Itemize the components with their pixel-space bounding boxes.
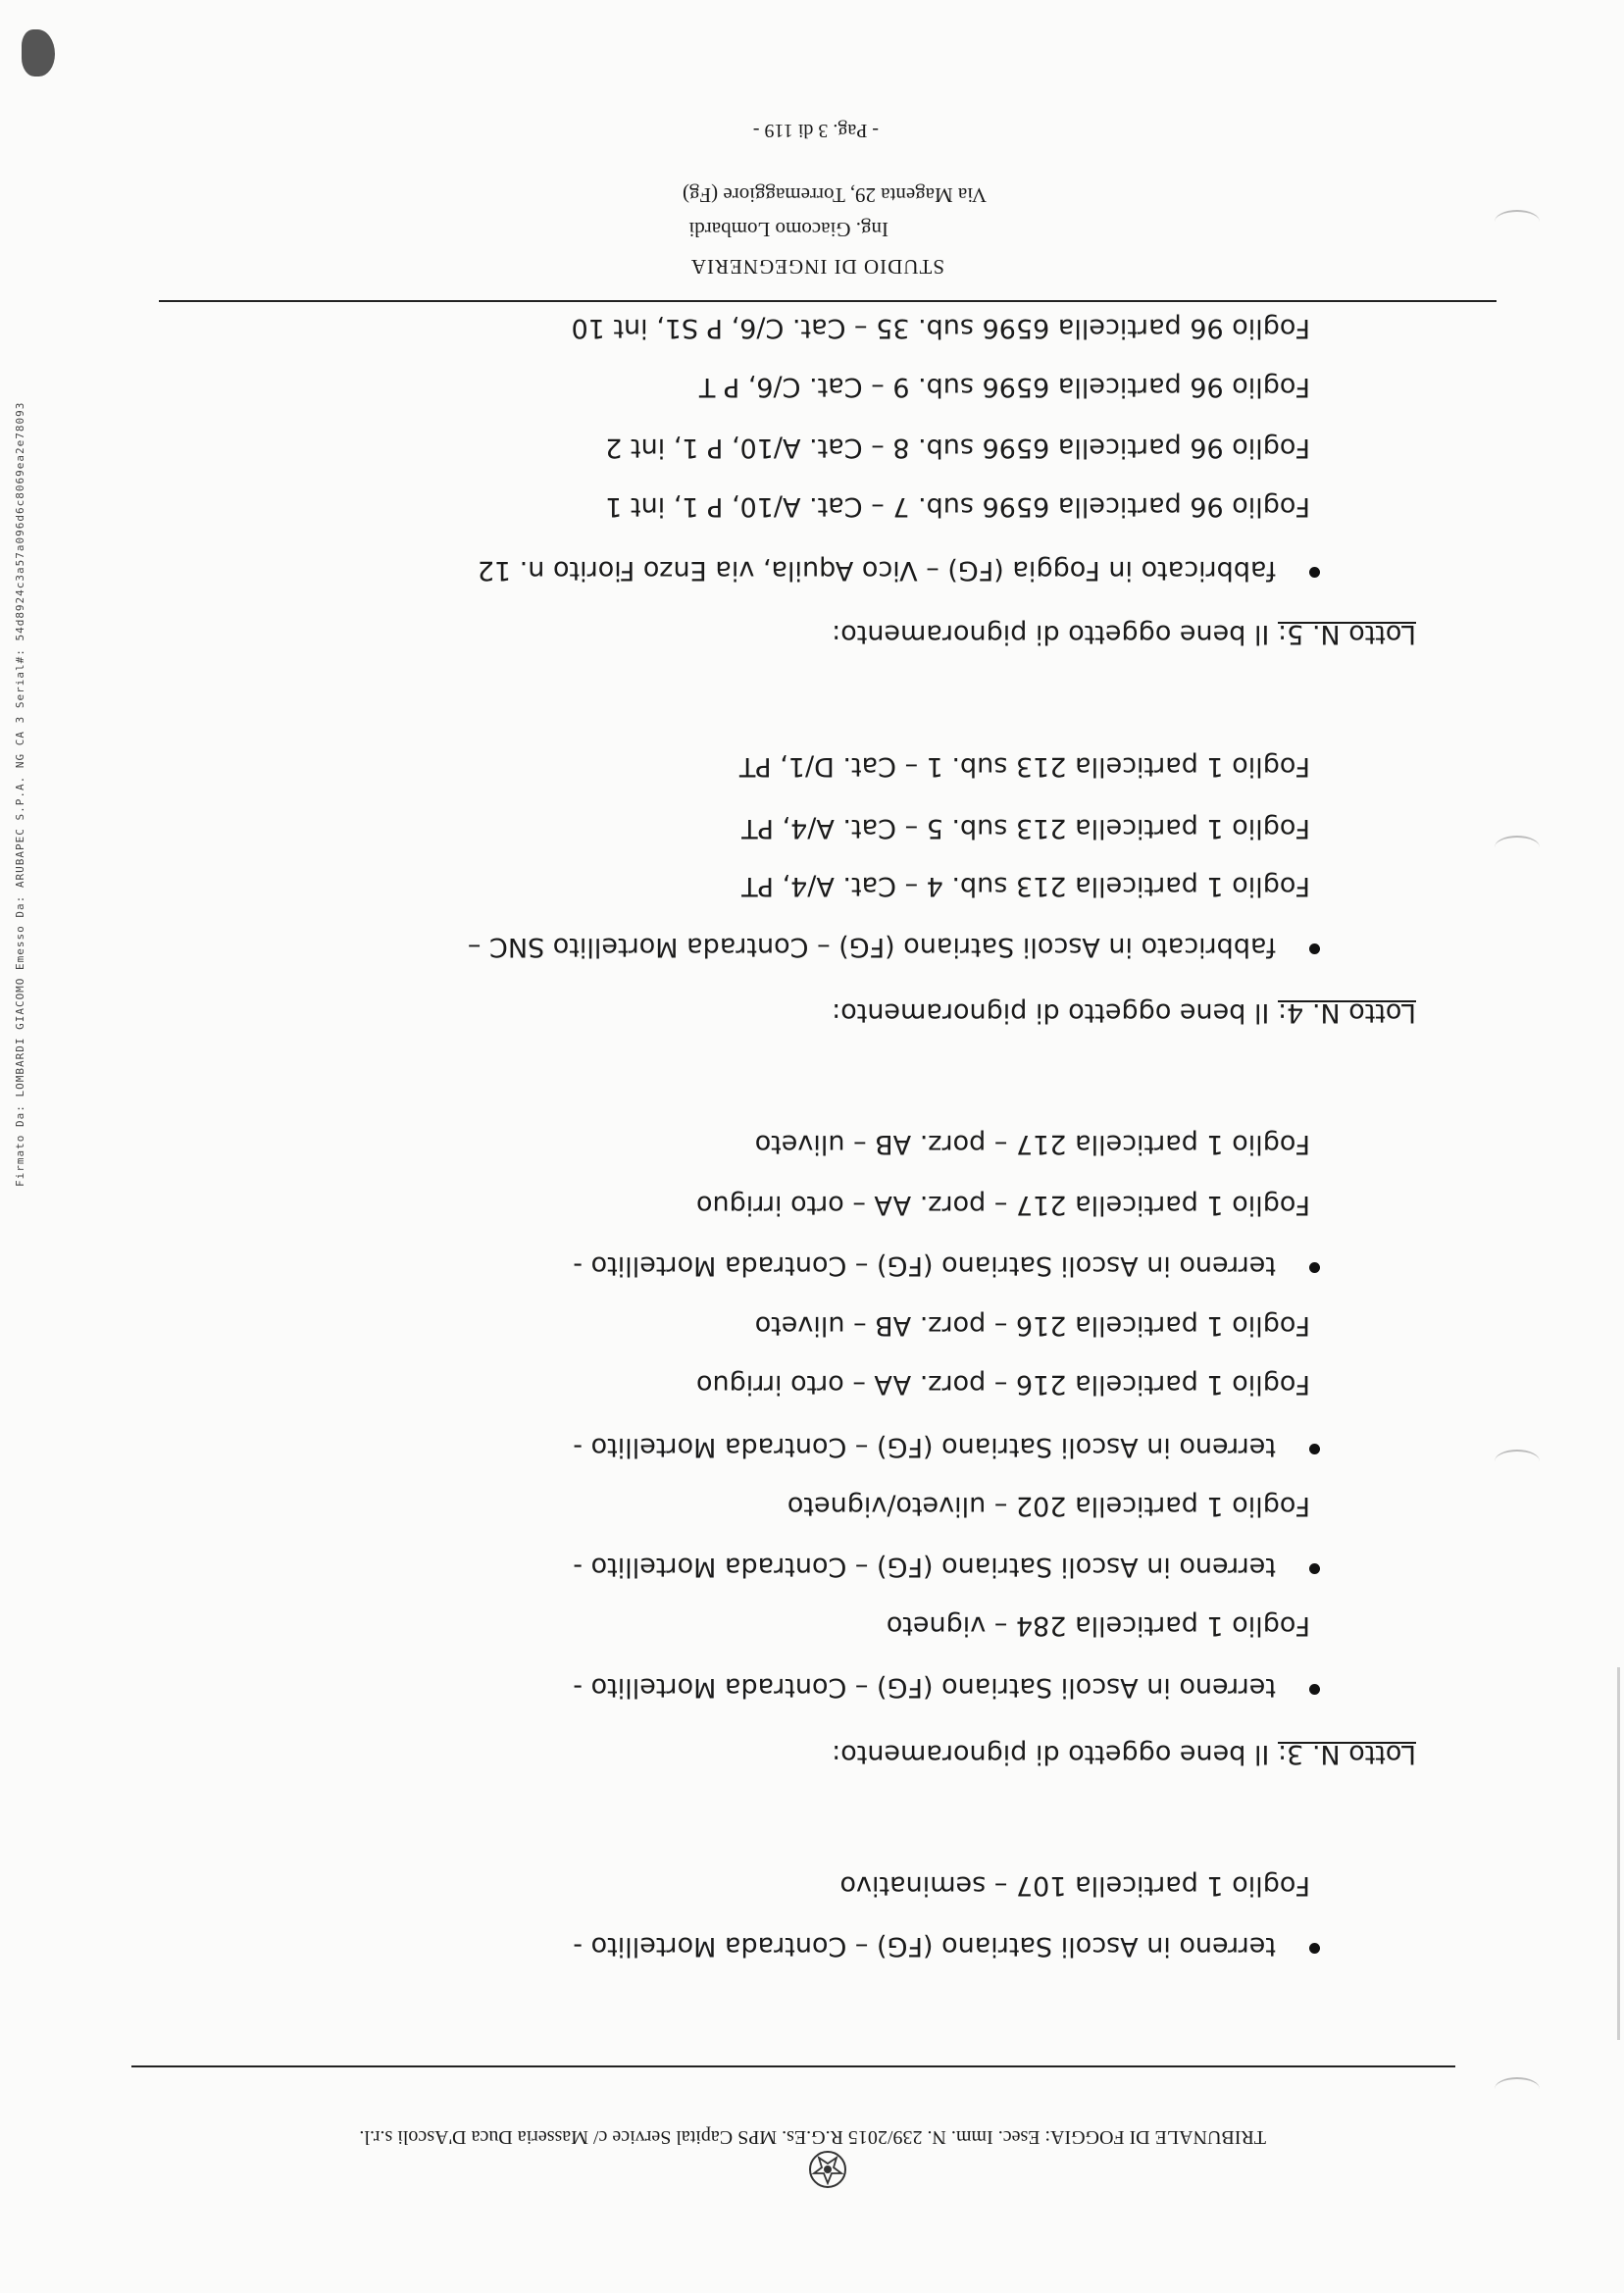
republic-emblem-icon [808,2150,847,2189]
cadastral-line: Foglio 1 particella 217 – porz. AB – uliveto [754,1129,1310,1159]
cadastral-line: Foglio 1 particella 284 – vigneto [886,1610,1310,1641]
cadastral-line: Foglio 96 particella 6596 sub. 35 – Cat. C/6, P S1, int 10 [571,313,1310,343]
bullet-text: terreno in Ascoli Satriano (FG) – Contrada Mortellito - [573,1931,1276,1962]
bullet-text: terreno in Ascoli Satriano (FG) – Contrada Mortellito - [573,1432,1276,1462]
bullet-text: terreno in Ascoli Satriano (FG) – Contrada Mortellito - [573,1672,1276,1703]
bullet-item [573,1552,1320,1582]
lot-heading [832,1739,1416,1769]
digital-signature-stamp: Firmato Da: LOMBARDI GIACOMO Emesso Da: ARUBAPEC S.P.A. NG CA 3 Serial#: 54d8924c3a57a096d6c8069ea2e78093 [14,401,26,1187]
bullet-text: fabbricato in Ascoli Satriano (FG) – Contrada Mortellito SNC – [467,932,1276,962]
bullet-item [468,932,1320,962]
cadastral-line: Foglio 1 particella 107 – seminativo [839,1870,1310,1901]
lot-heading [832,619,1416,649]
cadastral-line: Foglio 1 particella 202 – uliveto/vigneto [787,1491,1310,1521]
bullet-item [478,555,1320,586]
header-rule [131,2065,1455,2067]
lot-description: Il bene oggetto di pignoramento: [832,1739,1278,1769]
engineer-name: Ing. Giacomo Lombardi [688,218,888,241]
bullet-icon [1309,1262,1320,1273]
footer-rule [159,300,1497,302]
cadastral-line: Foglio 1 particella 213 sub. 5 – Cat. A/4, PT [741,813,1310,843]
bullet-icon [1309,943,1320,954]
bullet-item [573,1672,1320,1703]
bullet-item [573,1250,1320,1281]
cadastral-line: Foglio 1 particella 213 sub. 4 – Cat. A/4, PT [741,871,1310,901]
lot-number: Lotto N. 5: [1278,619,1416,649]
cadastral-line: Foglio 1 particella 216 – porz. AB – uliveto [754,1310,1310,1341]
lot-description: Il bene oggetto di pignoramento: [832,619,1278,649]
lot-number: Lotto N. 4: [1278,997,1416,1028]
cadastral-line: Foglio 96 particella 6596 sub. 8 – Cat. A/10, P 1, int 2 [605,433,1310,463]
bullet-icon [1309,1943,1320,1954]
cadastral-line: Foglio 1 particella 217 – porz. AA – orto irriguo [695,1190,1310,1220]
lot-number: Lotto N. 3: [1278,1739,1416,1769]
bullet-icon [1309,1444,1320,1454]
bullet-icon [1309,1684,1320,1695]
court-header: TRIBUNALE DI FOGGIA: Esec. Imm. N. 239/2015 R.G.Es. MPS Capital Service c/ Masseria Duca D'Ascoli s.r.l. [359,2126,1266,2148]
studio-name: STUDIO DI INGEGNERIA [689,255,944,279]
page-number: - Pag. 3 di 119 - [752,120,879,141]
bullet-text: fabbricato in Foggia (FG) – Vico Aquila, via Enzo Fiorito n. 12 [477,555,1276,586]
bullet-icon [1309,1563,1320,1574]
cadastral-line: Foglio 1 particella 213 sub. 1 – Cat. D/1, PT [738,751,1310,782]
cadastral-line: Foglio 1 particella 216 – porz. AA – orto irriguo [695,1369,1310,1400]
bullet-text: terreno in Ascoli Satriano (FG) – Contrada Mortellito - [573,1552,1276,1582]
studio-address: Via Magenta 29, Torremaggiore (Fg) [682,183,987,207]
lot-heading [832,997,1416,1028]
bullet-item [573,1432,1320,1462]
cadastral-line: Foglio 96 particella 6596 sub. 9 – Cat. C/6, P T [698,372,1310,402]
bullet-icon [1309,567,1320,578]
bullet-text: terreno in Ascoli Satriano (FG) – Contrada Mortellito - [573,1250,1276,1281]
bullet-item [573,1931,1320,1962]
cadastral-line: Foglio 96 particella 6596 sub. 7 – Cat. A/10, P 1, int 1 [605,491,1310,522]
lot-description: Il bene oggetto di pignoramento: [832,997,1278,1028]
